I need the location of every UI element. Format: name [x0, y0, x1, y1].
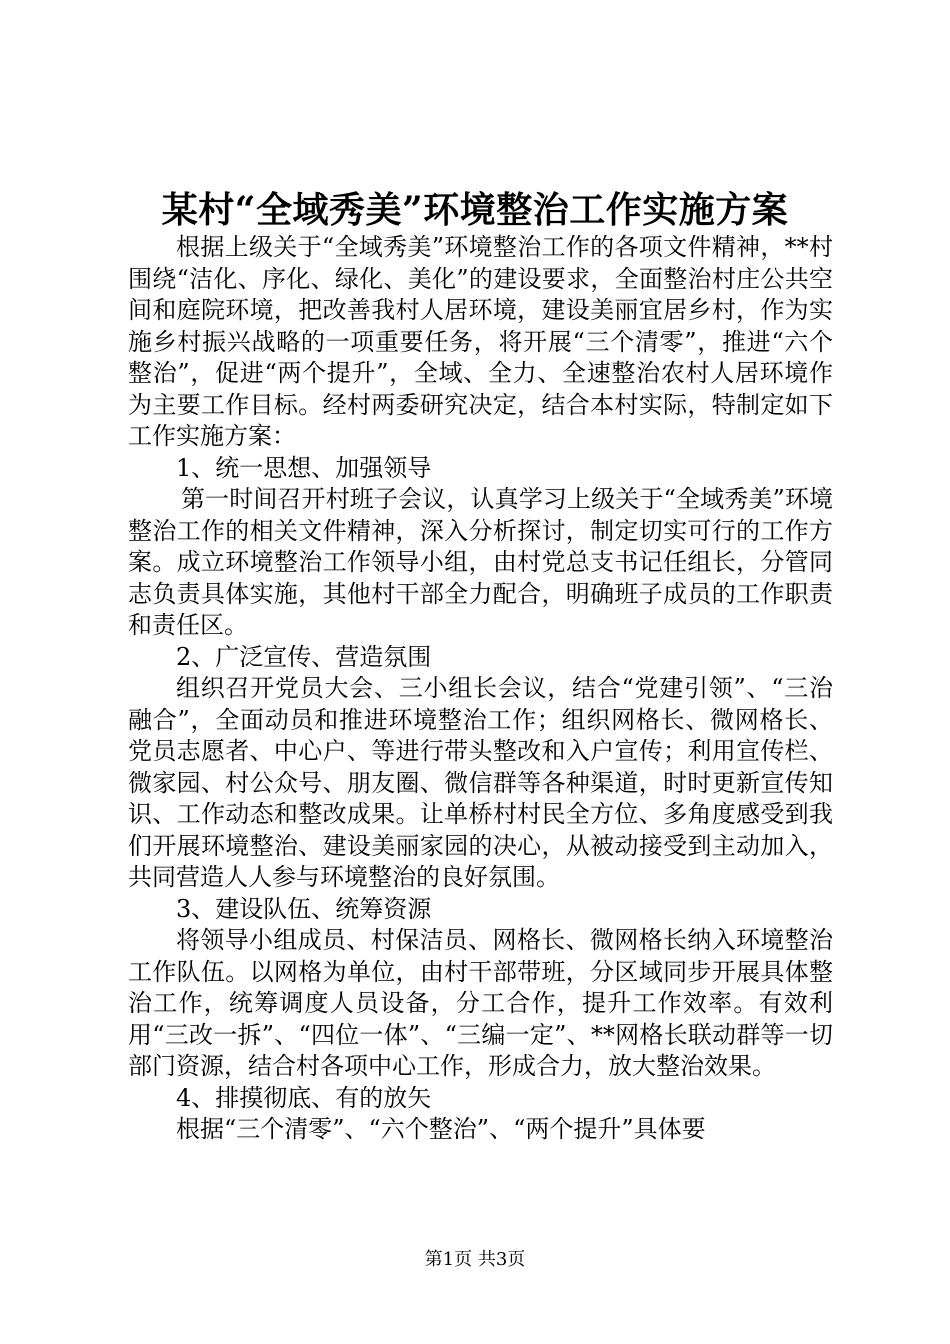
section-paragraph-3: 将领导小组成员、村保洁员、网格长、微网格长纳入环境整治工作队伍。以网格为单位，由村干部带班，分区域同步开展具体整治工作，统筹调度人员设备，分工合作，提升工作效率。有效利用“三改一拆”、“四位一体”、“三编一定”、**网格长联动群等一切部门资源，结合村各项中心工作，形成合力，放大整治效果。	[128, 926, 833, 1080]
section-paragraph-1: 第一时间召开村班子会议，认真学习上级关于“全域秀美”环境整治工作的相关文件精神，深入分析探讨，制定切实可行的工作方案。成立环境整治工作领导小组，由村党总支书记任组长，分管同志负责具体实施，其他村干部全力配合，明确班子成员的工作职责和责任区。	[128, 485, 833, 639]
page-title: 某村“全域秀美”环境整治工作实施方案	[161, 189, 789, 231]
section-heading-1: 1、统一思想、加强领导	[176, 453, 432, 482]
document-body	[128, 232, 833, 1146]
intro-paragraph: 根据上级关于“全域秀美”环境整治工作的各项文件精神，**村围绕“洁化、序化、绿化、美化”的建设要求，全面整治村庄公共空间和庭院环境，把改善我村人居环境，建设美丽宜居乡村，作为实施乡村振兴战略的一项重要任务，将开展“三个清零”，推进“六个整治”，促进“两个提升”，全域、全力、全速整治农村人居环境作为主要工作目标。经村两委研究决定，结合本村实际，特制定如下工作实施方案：	[128, 233, 833, 450]
section-paragraph-2: 组织召开党员大会、三小组长会议，结合“党建引领”、“三治融合”，全面动员和推进环境整治工作；组织网格长、微网格长、党员志愿者、中心户、等进行带头整改和入户宣传；利用宣传栏、微家园、村公众号、朋友圈、微信群等各种渠道，时时更新宣传知识、工作动态和整改成果。让单桥村村民全方位、多角度感受到我们开展环境整治、建设美丽家园的决心，从被动接受到主动加入，共同营造人人参与环境整治的良好氛围。	[128, 674, 833, 891]
section-paragraph-4: 根据“三个清零”、“六个整治”、“两个提升”具体要	[176, 1115, 706, 1143]
section-heading-3: 3、建设队伍、统筹资源	[176, 894, 432, 923]
page-footer: 第1页 共3页	[424, 1249, 526, 1270]
section-heading-4: 4、排摸彻底、有的放矢	[176, 1083, 432, 1112]
section-heading-2: 2、广泛宣传、营造氛围	[176, 642, 432, 671]
